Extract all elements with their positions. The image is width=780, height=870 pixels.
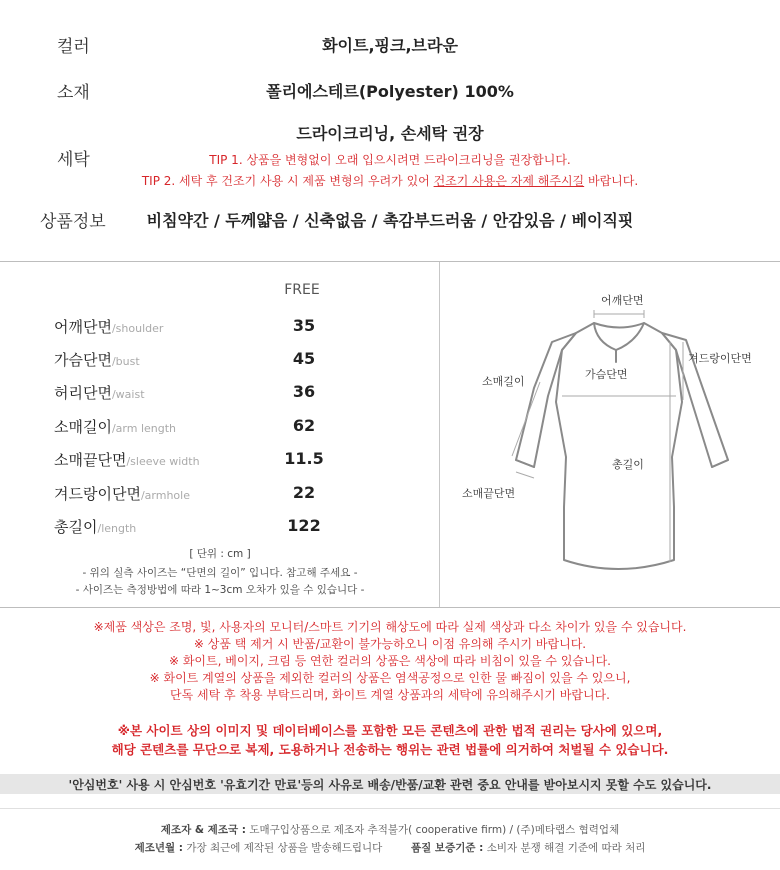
size-name bbox=[54, 449, 200, 470]
size-name bbox=[54, 349, 140, 370]
size-name-ko: 허리단면 bbox=[54, 384, 112, 402]
diagram-label-shoulder: 어깨단면 bbox=[601, 294, 644, 307]
notice-line: ※제품 색상은 조명, 빛, 사용자의 모니터/스마트 기기의 해상도에 따라 실제 색상과 다소 차이가 있을 수 있습니다. bbox=[93, 620, 687, 634]
size-header-free: FREE bbox=[284, 282, 320, 298]
footer-date-label: 제조년월 : bbox=[134, 842, 184, 854]
size-row-arm-length bbox=[0, 416, 440, 438]
size-value: 35 bbox=[292, 316, 316, 335]
diagram-label-armhole: 겨드랑이단면 bbox=[688, 352, 752, 365]
footer-date-line bbox=[0, 840, 780, 855]
size-value: 122 bbox=[287, 516, 321, 535]
size-row-shoulder bbox=[0, 316, 440, 338]
footer-warranty-value: 소비자 분쟁 해결 기준에 따라 처리 bbox=[486, 842, 646, 854]
diagram-label-arm-length: 소매길이 bbox=[482, 375, 525, 388]
size-note-2: - 사이즈는 측정방법에 따라 1~3cm 오차가 있을 수 있습니다 - bbox=[75, 584, 365, 596]
size-row-waist bbox=[0, 382, 440, 404]
size-name-ko: 소매길이 bbox=[54, 418, 112, 436]
material-value: 폴리에스테르(Polyester) 100% bbox=[266, 82, 514, 101]
notice-line: ※ 화이트, 베이지, 크림 등 연한 컬러의 상품은 색상에 따라 비침이 있을 수 있습니다. bbox=[168, 654, 612, 668]
material-label: 소재 bbox=[57, 83, 90, 103]
size-value: 62 bbox=[292, 416, 316, 435]
footer-maker-line bbox=[0, 822, 780, 837]
size-name-en: /arm length bbox=[111, 422, 177, 435]
size-name-ko: 겨드랑이단면 bbox=[54, 485, 141, 503]
size-name-en: /bust bbox=[111, 355, 140, 368]
size-name bbox=[54, 382, 145, 403]
size-name-en: /waist bbox=[111, 388, 145, 401]
size-name-en: /armhole bbox=[140, 489, 190, 502]
notice-line: ※ 화이트 계열의 상품을 제외한 컬러의 상품은 염색공정으로 인한 물 빠짐이 있을 수 있으니, bbox=[149, 671, 631, 685]
size-row-armhole bbox=[0, 483, 440, 505]
size-value: 11.5 bbox=[284, 449, 324, 468]
wash-tip-2 bbox=[0, 172, 780, 189]
legal-line: ※본 사이트 상의 이미지 및 데이터베이스를 포함한 모든 콘텐츠에 관한 법적 권리는 당사에 있으며, bbox=[117, 723, 663, 738]
size-name bbox=[54, 483, 190, 504]
size-row-length bbox=[0, 516, 440, 538]
safe-number-notice: '안심번호' 사용 시 안심번호 '유효기간 만료'등의 사유로 배송/반품/교환 관련 중요 안내를 받아보시지 못할 수도 있습니다. bbox=[68, 778, 712, 792]
size-name-en: /sleeve width bbox=[126, 455, 200, 468]
color-label: 컬러 bbox=[57, 37, 90, 57]
size-value: 45 bbox=[292, 349, 316, 368]
color-value: 화이트,핑크,브라운 bbox=[322, 36, 458, 55]
dress-illustration bbox=[440, 262, 780, 608]
section-divider-bottom bbox=[0, 808, 780, 809]
measurement-diagram bbox=[440, 262, 780, 608]
product-detail-label: 상품정보 bbox=[40, 212, 106, 232]
diagram-label-length: 총길이 bbox=[612, 458, 644, 471]
wash-tip-2-text: TIP 2. 세탁 후 건조기 사용 시 제품 변형의 우려가 있어 bbox=[141, 174, 434, 188]
diagram-label-bust: 가슴단면 bbox=[585, 368, 628, 381]
wash-label: 세탁 bbox=[57, 150, 90, 170]
size-name-ko: 소매끝단면 bbox=[54, 451, 127, 469]
footer-maker-label: 제조자 & 제조국 : bbox=[160, 824, 246, 836]
size-row-bust bbox=[0, 349, 440, 371]
notice-line: ※ 상품 택 제거 시 반품/교환이 불가능하오니 이점 유의해 주시기 바랍니다. bbox=[193, 637, 587, 651]
notice-line: 단독 세탁 후 착용 부탁드리며, 화이트 계열 상품과의 세탁에 유의해주시기 바랍니다. bbox=[170, 688, 610, 702]
size-value: 36 bbox=[292, 382, 316, 401]
size-note-1: - 위의 실측 사이즈는 “단면의 길이” 입니다. 참고해 주세요 - bbox=[82, 567, 358, 579]
size-name-en: /length bbox=[97, 522, 137, 535]
size-unit-note: [ 단위 : cm ] bbox=[189, 548, 251, 560]
size-row-sleeve-width bbox=[0, 449, 440, 471]
size-name bbox=[54, 316, 163, 337]
size-name bbox=[54, 416, 176, 437]
size-name-ko: 가슴단면 bbox=[54, 351, 112, 369]
size-value: 22 bbox=[292, 483, 316, 502]
size-name bbox=[54, 516, 136, 537]
legal-line: 해당 콘텐츠를 무단으로 복제, 도용하거나 전송하는 행위는 관련 법률에 의거하여 처벌될 수 있습니다. bbox=[111, 742, 669, 757]
wash-tip-2-underlined: 건조기 사용은 자제 해주시길 bbox=[433, 174, 585, 188]
wash-tip-2-end: 바랍니다. bbox=[584, 174, 639, 188]
diagram-label-sleeve-width: 소매끝단면 bbox=[462, 487, 516, 500]
section-divider-middle bbox=[0, 607, 780, 608]
footer-warranty-label: 품질 보증기준 : bbox=[410, 842, 484, 854]
wash-value: 드라이크리닝, 손세탁 권장 bbox=[296, 124, 484, 143]
size-name-ko: 어깨단면 bbox=[54, 318, 112, 336]
footer-date-value: 가장 최근에 제작된 상품을 발송해드립니다 bbox=[186, 842, 383, 854]
product-detail-value: 비침약간 / 두께얇음 / 신축없음 / 촉감부드러움 / 안감있음 / 베이직핏 bbox=[146, 211, 634, 230]
size-name-en: /shoulder bbox=[111, 322, 164, 335]
size-name-ko: 총길이 bbox=[54, 518, 98, 536]
footer-maker-value: 도매구입상품으로 제조자 추적불가( cooperative firm) / (주)메타랩스 협력업체 bbox=[249, 824, 620, 836]
wash-tip-1: TIP 1. 상품을 변형없이 오래 입으시려면 드라이크리닝을 권장합니다. bbox=[209, 153, 571, 167]
